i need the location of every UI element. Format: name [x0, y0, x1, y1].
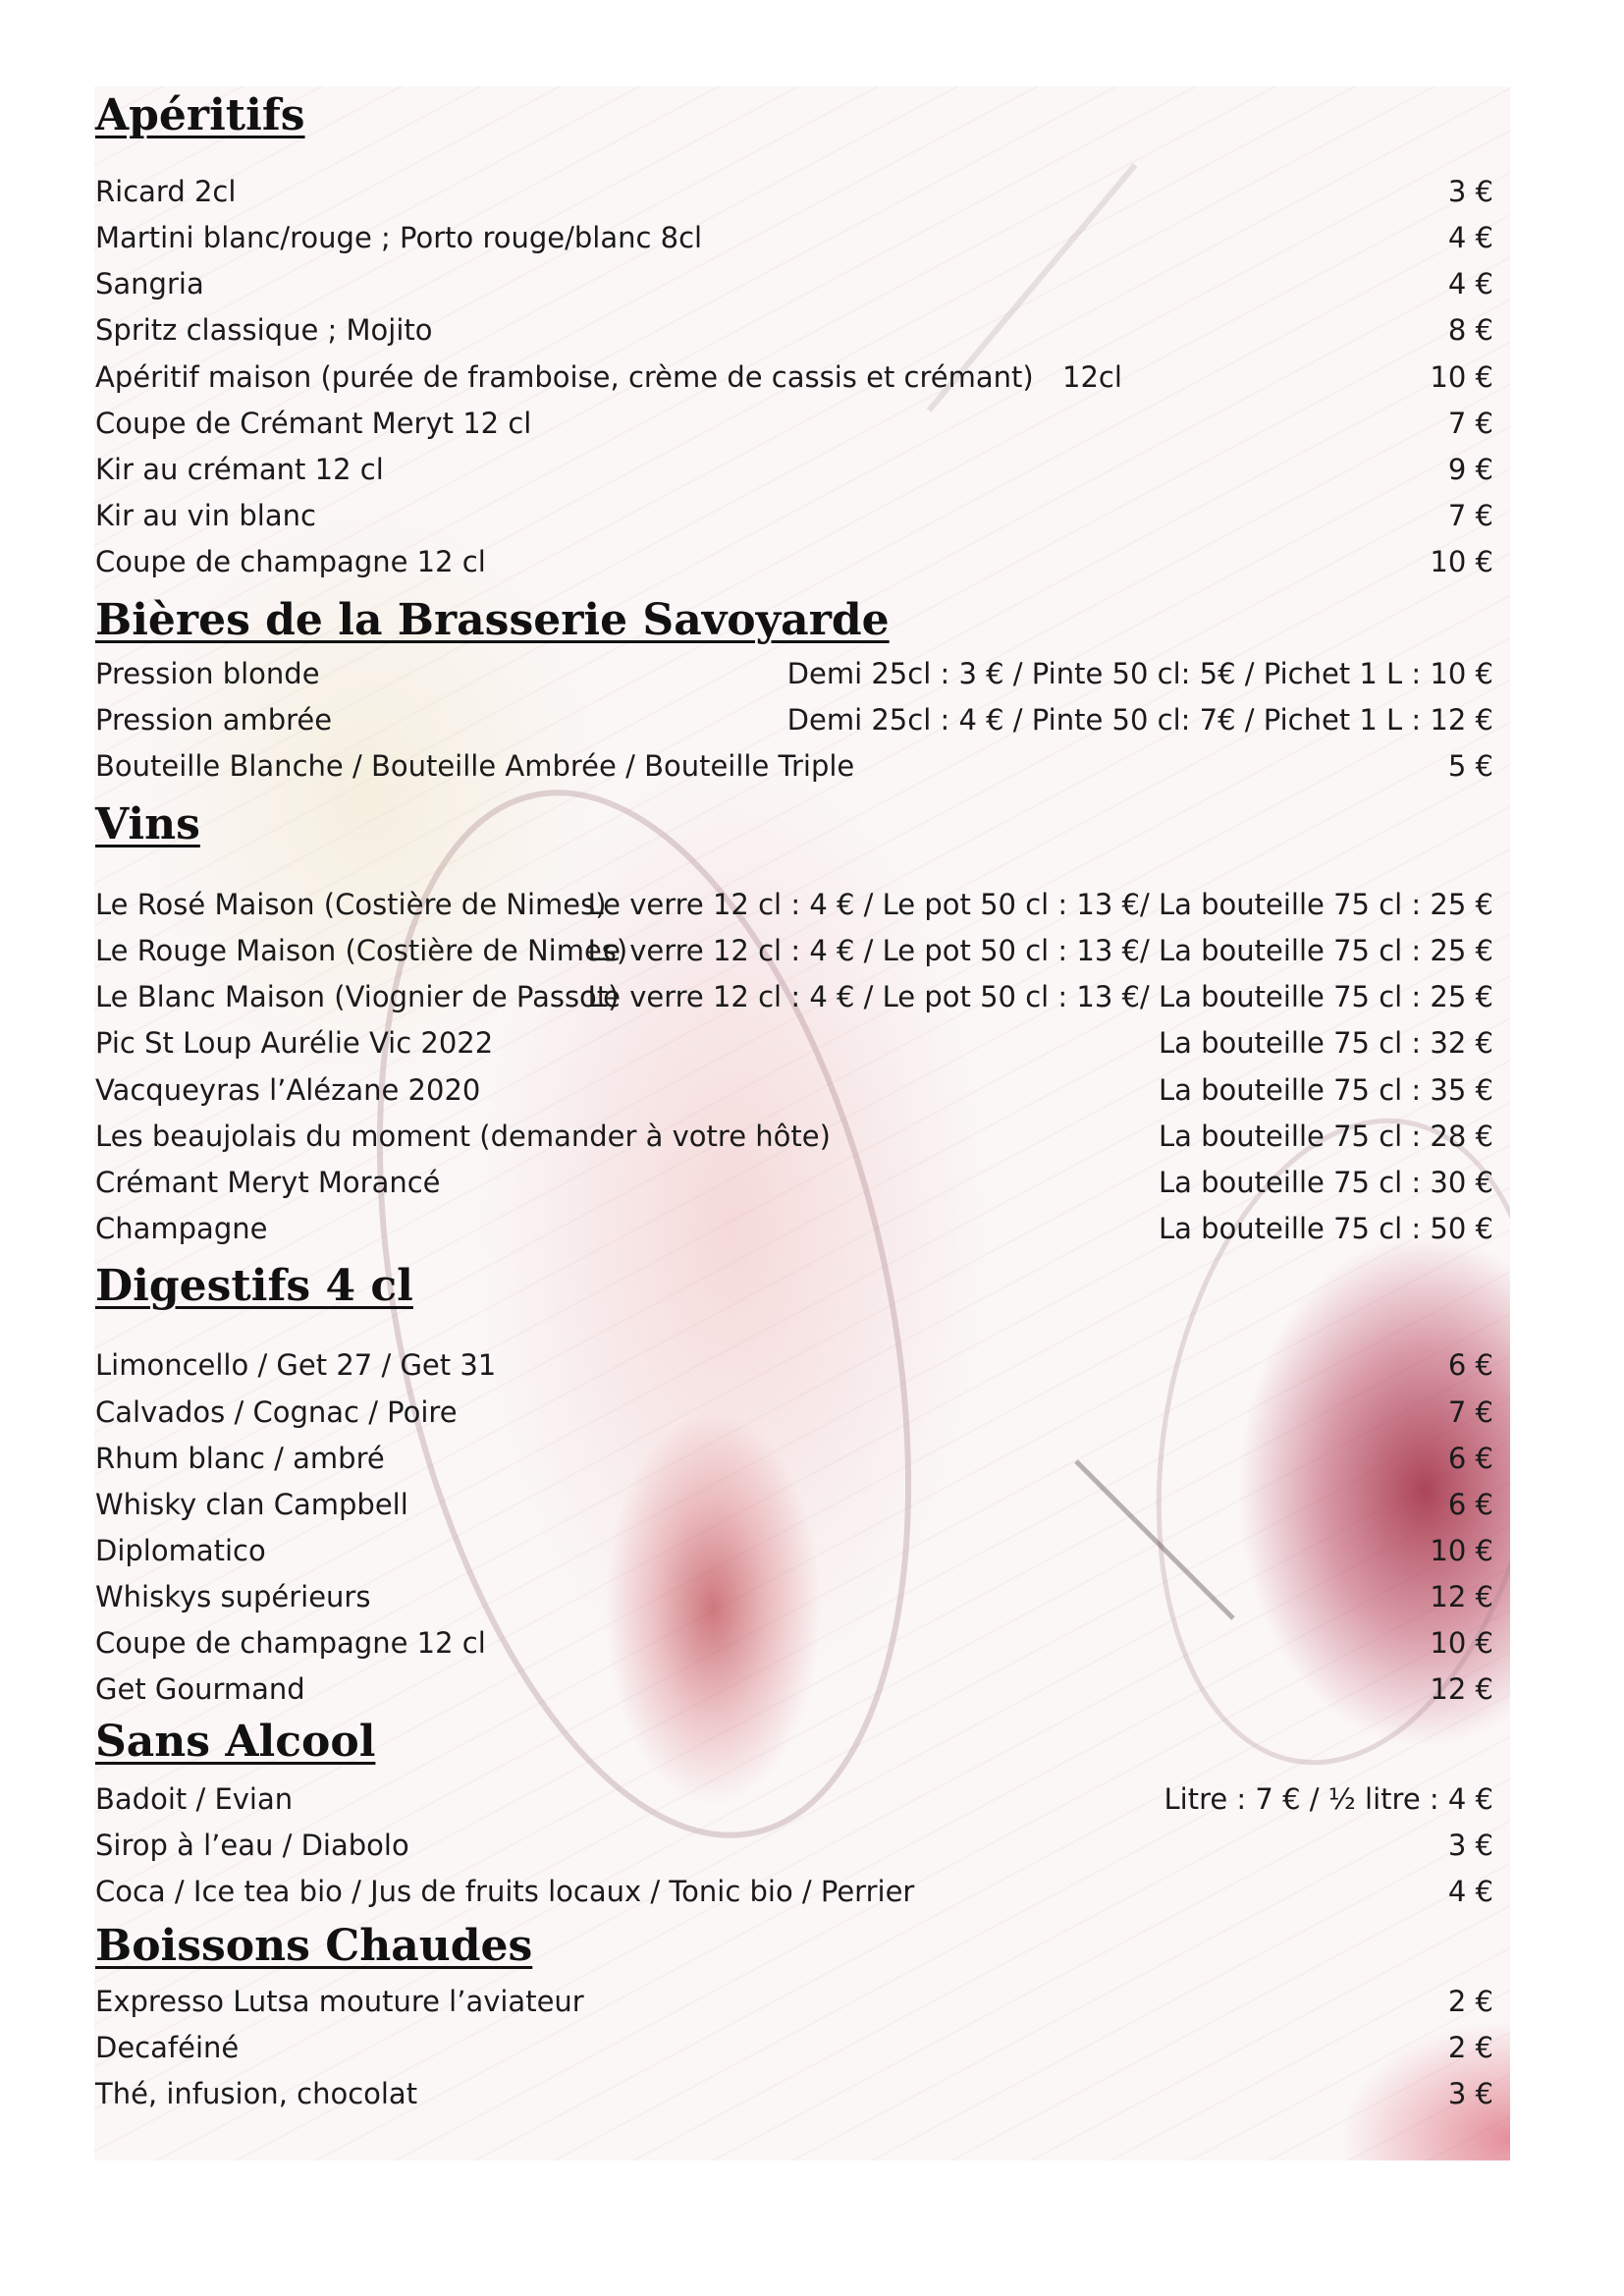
- item-name: Sirop à l’eau / Diabolo: [95, 1829, 409, 1862]
- item-name: Apéritif maison (purée de framboise, crème de cassis et crémant): [95, 360, 1034, 394]
- item-name: Martini blanc/rouge ; Porto rouge/blanc 8cl: [95, 221, 703, 254]
- item-price: Litre : 7 € / ½ litre : 4 €: [1164, 1782, 1493, 1816]
- menu-item: [95, 450, 1493, 489]
- menu-item: [95, 1117, 1493, 1156]
- item-price: 3 €: [1447, 175, 1493, 208]
- item-name: Vacqueyras l’Alézane 2020: [95, 1073, 481, 1107]
- item-price: 7 €: [1447, 407, 1493, 440]
- item-name: Rhum blanc / ambré: [95, 1442, 385, 1475]
- menu-item: [95, 1345, 1493, 1385]
- menu-item: [95, 1163, 1493, 1202]
- menu-item: [95, 1669, 1493, 1709]
- item-name: Champagne: [95, 1212, 268, 1245]
- item-price: 7 €: [1447, 1395, 1493, 1429]
- section-title: Digestifs 4 cl: [95, 1261, 413, 1311]
- menu-item: [95, 700, 1493, 739]
- item-price: 8 €: [1447, 313, 1493, 347]
- item-price: 2 €: [1447, 1985, 1493, 2018]
- item-name: Crémant Meryt Morancé: [95, 1166, 441, 1199]
- item-name: Diplomatico: [95, 1534, 266, 1567]
- menu-item: [95, 542, 1493, 581]
- item-name: Pression blonde: [95, 657, 320, 690]
- menu-item: [95, 2028, 1493, 2067]
- menu-item: [95, 1209, 1493, 1248]
- item-price: 4 €: [1447, 1875, 1493, 1908]
- menu-item: [95, 310, 1493, 350]
- item-price: Le verre 12 cl : 4 € / Le pot 50 cl : 13 €/ La bouteille 75 cl : 25 €: [587, 934, 1493, 967]
- item-price: La bouteille 75 cl : 32 €: [1158, 1026, 1493, 1060]
- menu-item: [95, 1023, 1493, 1063]
- item-price: 12 €: [1430, 1672, 1493, 1706]
- item-price: Le verre 12 cl : 4 € / Le pot 50 cl : 13 €/ La bouteille 75 cl : 25 €: [587, 980, 1493, 1013]
- item-price: La bouteille 75 cl : 28 €: [1158, 1120, 1493, 1153]
- section-title: Vins: [95, 799, 200, 849]
- menu-item: [95, 404, 1493, 443]
- item-price: La bouteille 75 cl : 50 €: [1158, 1212, 1493, 1245]
- item-price: 10 €: [1430, 1534, 1493, 1567]
- menu-item: [95, 746, 1493, 786]
- menu-item: [95, 1623, 1493, 1663]
- item-size: 12cl: [1062, 360, 1122, 394]
- menu-item: [95, 1872, 1493, 1911]
- item-name: Get Gourmand: [95, 1672, 305, 1706]
- menu-item: [95, 977, 1493, 1016]
- menu-item: [95, 1393, 1493, 1432]
- item-name: Expresso Lutsa mouture l’aviateur: [95, 1985, 584, 2018]
- item-price: 3 €: [1447, 2077, 1493, 2110]
- item-name: Pic St Loup Aurélie Vic 2022: [95, 1026, 494, 1060]
- menu-item: [95, 654, 1493, 693]
- menu-item: [95, 1779, 1493, 1819]
- item-name: Le Blanc Maison (Viognier de Passot): [95, 980, 620, 1013]
- item-name: Sangria: [95, 267, 204, 301]
- item-name: Kir au crémant 12 cl: [95, 453, 384, 486]
- menu-item: [95, 264, 1493, 303]
- item-price: Demi 25cl : 4 € / Pinte 50 cl: 7€ / Pichet 1 L : 12 €: [786, 703, 1493, 737]
- item-name: Le Rosé Maison (Costière de Nimes): [95, 888, 607, 921]
- item-price: 12 €: [1430, 1580, 1493, 1613]
- menu-item: [95, 1439, 1493, 1478]
- item-price: 10 €: [1430, 545, 1493, 578]
- item-name: Coca / Ice tea bio / Jus de fruits locaux / Tonic bio / Perrier: [95, 1875, 915, 1908]
- item-name: Calvados / Cognac / Poire: [95, 1395, 458, 1429]
- menu-item: [95, 172, 1493, 211]
- item-price: 4 €: [1447, 221, 1493, 254]
- section-title: Sans Alcool: [95, 1717, 376, 1767]
- menu-item: [95, 1982, 1493, 2021]
- menu-item: [95, 1485, 1493, 1524]
- item-name: Coupe de champagne 12 cl: [95, 1626, 486, 1660]
- item-price: 9 €: [1447, 453, 1493, 486]
- menu-item: [95, 2074, 1493, 2113]
- menu-item: [95, 496, 1493, 535]
- item-price: 4 €: [1447, 267, 1493, 301]
- item-price: 3 €: [1447, 1829, 1493, 1862]
- item-price: 10 €: [1430, 360, 1493, 394]
- menu-item: [95, 1531, 1493, 1570]
- item-price: 7 €: [1447, 499, 1493, 532]
- menu-item: [95, 1826, 1493, 1865]
- item-price: 2 €: [1447, 2031, 1493, 2064]
- menu-item: [95, 1070, 1493, 1110]
- item-name: Les beaujolais du moment (demander à votre hôte): [95, 1120, 831, 1153]
- item-name: Whisky clan Campbell: [95, 1488, 408, 1521]
- menu-item: [95, 931, 1493, 970]
- item-price: 10 €: [1430, 1626, 1493, 1660]
- item-name: Whiskys supérieurs: [95, 1580, 371, 1613]
- item-name: Coupe de Crémant Meryt 12 cl: [95, 407, 532, 440]
- item-name: Decaféiné: [95, 2031, 240, 2064]
- item-name: Spritz classique ; Mojito: [95, 313, 433, 347]
- item-name: Coupe de champagne 12 cl: [95, 545, 486, 578]
- item-name: Ricard 2cl: [95, 175, 237, 208]
- menu-item: [95, 218, 1493, 257]
- item-price: La bouteille 75 cl : 30 €: [1158, 1166, 1493, 1199]
- item-name: Kir au vin blanc: [95, 499, 316, 532]
- section-title: Apéritifs: [95, 90, 305, 140]
- section-title: Bières de la Brasserie Savoyarde: [95, 595, 890, 645]
- item-price: 6 €: [1447, 1348, 1493, 1382]
- item-name: Pression ambrée: [95, 703, 333, 737]
- item-name: Thé, infusion, chocolat: [95, 2077, 418, 2110]
- item-price: La bouteille 75 cl : 35 €: [1158, 1073, 1493, 1107]
- menu-item: [95, 885, 1493, 924]
- section-title: Boissons Chaudes: [95, 1921, 533, 1971]
- item-name: Bouteille Blanche / Bouteille Ambrée / Bouteille Triple: [95, 749, 855, 783]
- item-price: Demi 25cl : 3 € / Pinte 50 cl: 5€ / Pichet 1 L : 10 €: [786, 657, 1493, 690]
- item-price: 5 €: [1447, 749, 1493, 783]
- item-price: 6 €: [1447, 1442, 1493, 1475]
- menu-item: [95, 357, 1493, 397]
- item-name: Le Rouge Maison (Costière de Nimes): [95, 934, 628, 967]
- menu-item: [95, 1577, 1493, 1616]
- item-name: Limoncello / Get 27 / Get 31: [95, 1348, 497, 1382]
- item-name: Badoit / Evian: [95, 1782, 294, 1816]
- item-price: Le verre 12 cl : 4 € / Le pot 50 cl : 13 €/ La bouteille 75 cl : 25 €: [587, 888, 1493, 921]
- item-price: 6 €: [1447, 1488, 1493, 1521]
